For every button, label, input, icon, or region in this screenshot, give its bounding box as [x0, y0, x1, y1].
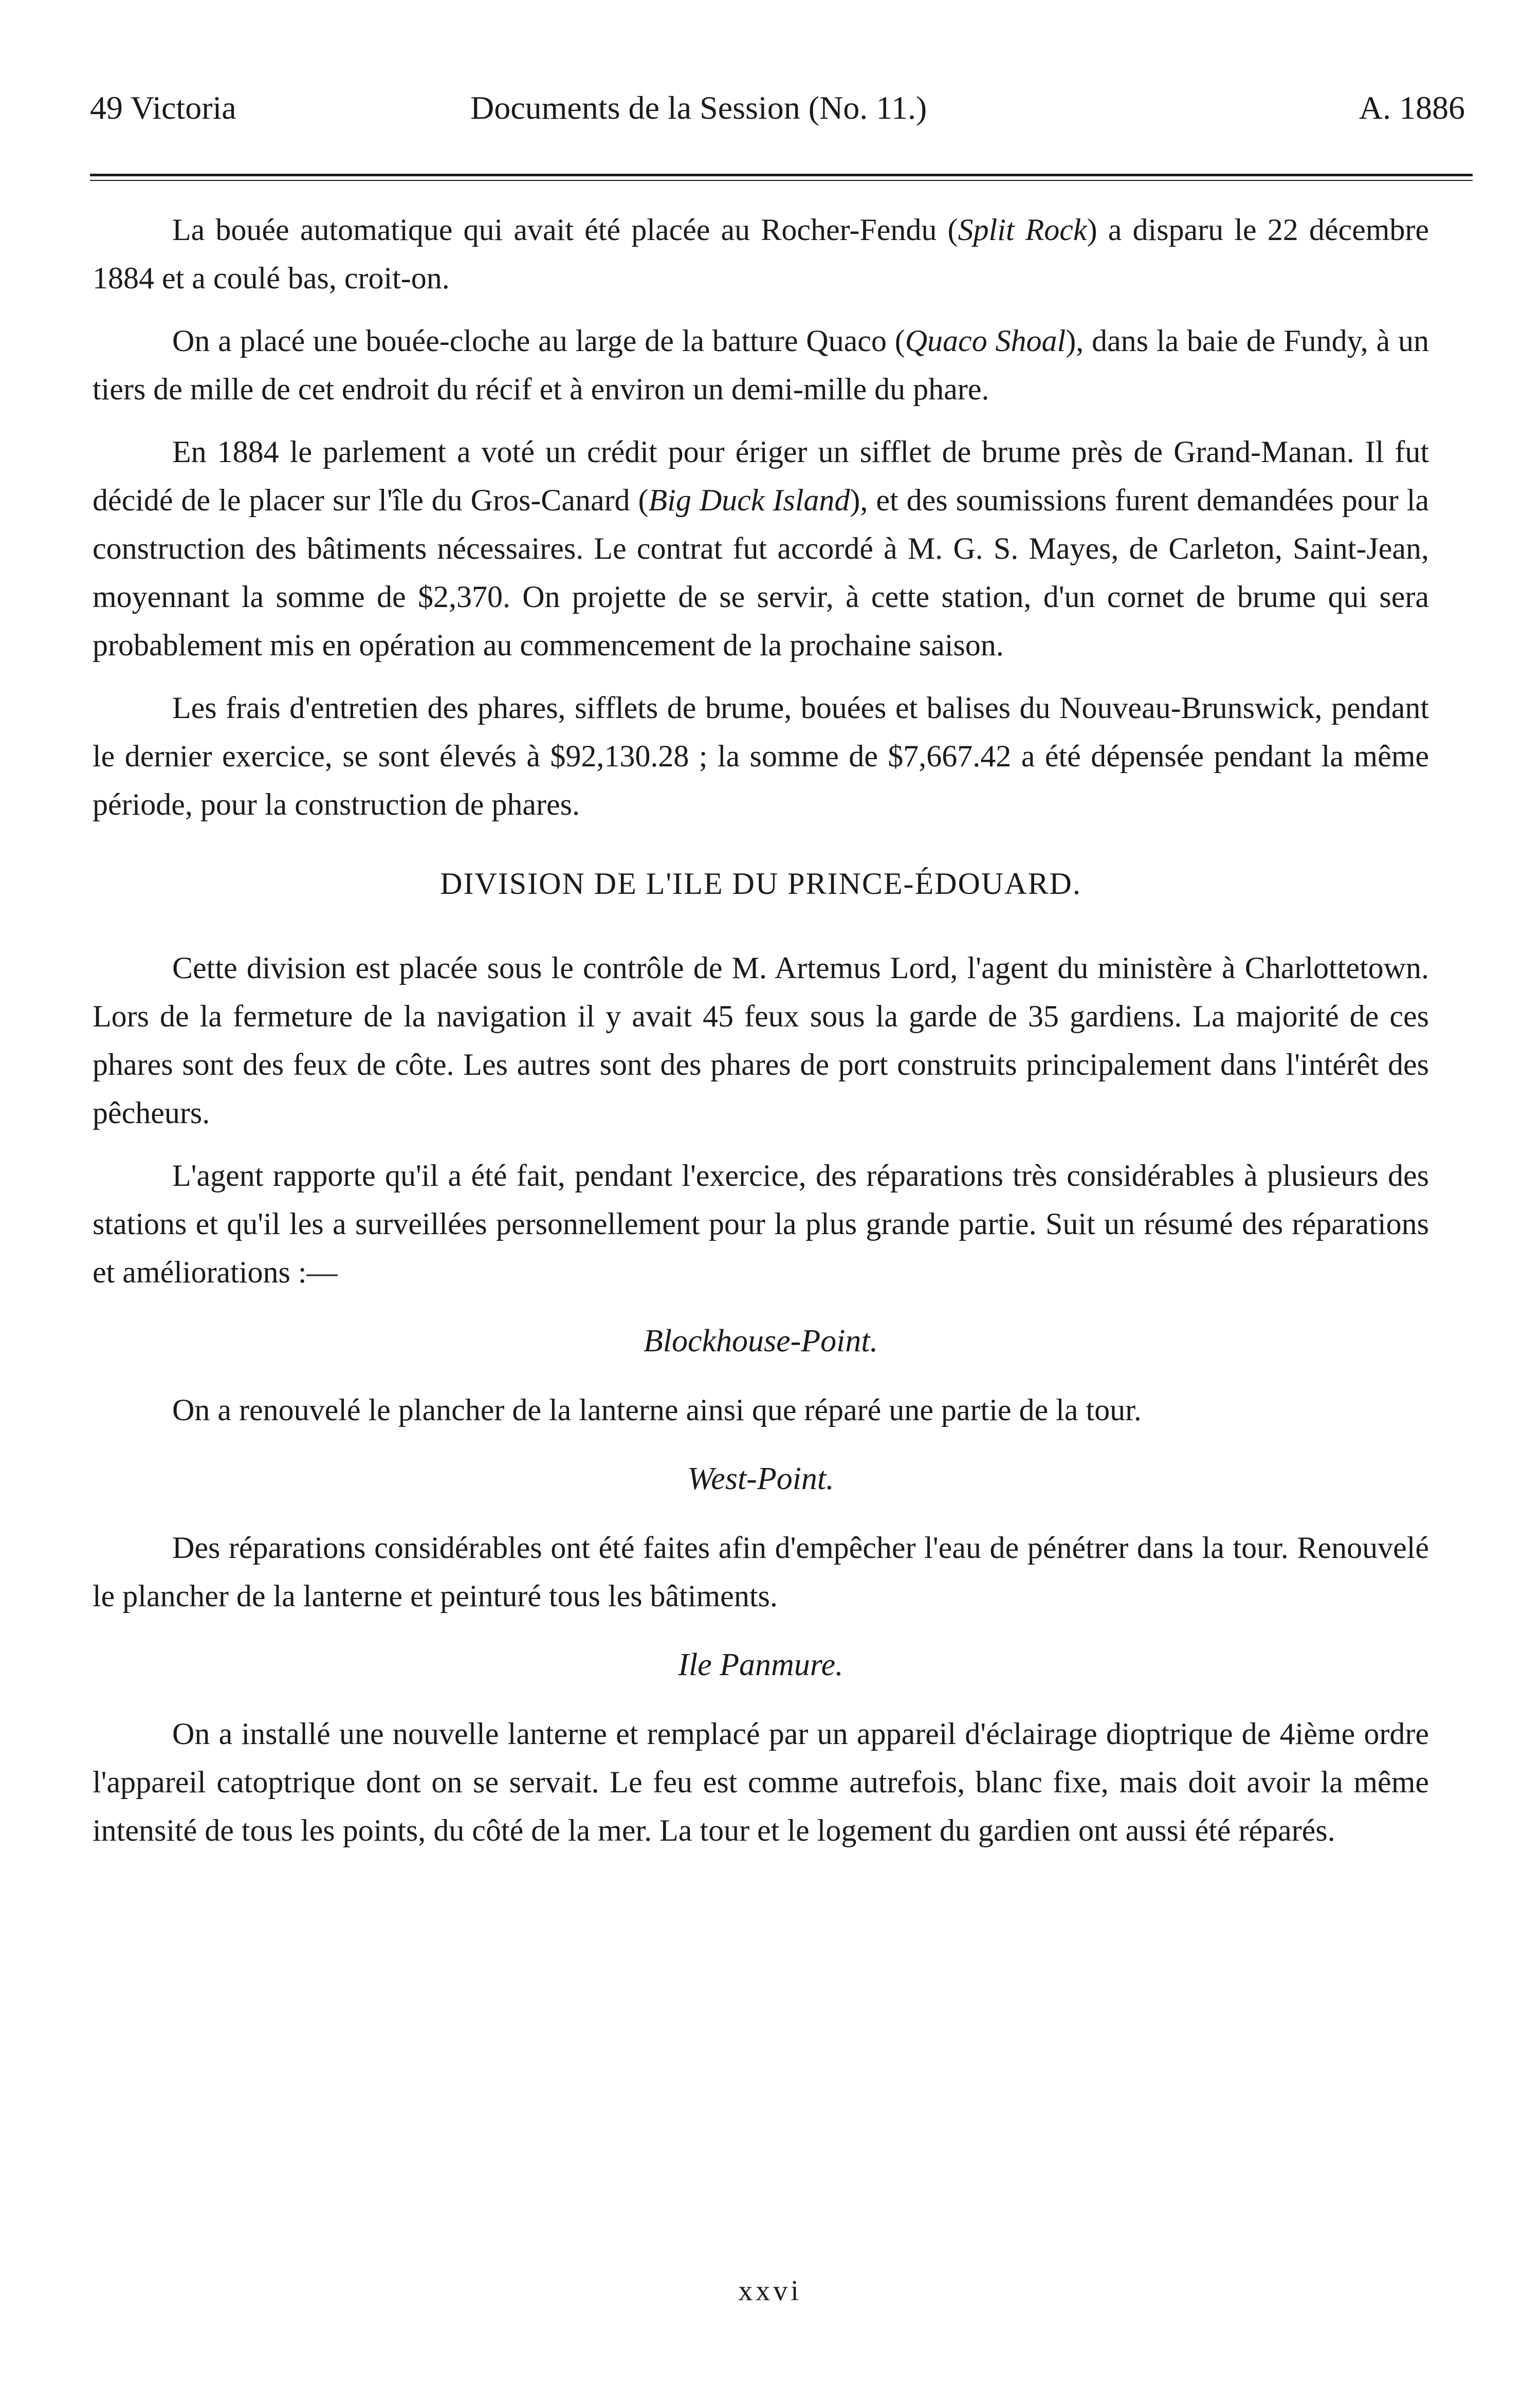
paragraph-expenses: Les frais d'entretien des phares, sifflets de brume, bouées et balises du Nouveau-Brunswick, pendant le dernier exercice, se sont élevés à $92,130.28 ; la somme de $7,667.42 a été dépensée pendant la même période, pour la construction de phares. — [93, 691, 1429, 821]
section-title: DIVISION DE L'ILE DU PRINCE-ÉDOUARD. — [440, 867, 1081, 901]
header-title: Documents de la Session (No. 11.) — [470, 89, 927, 126]
subheading-ile-panmure: Ile Panmure. — [678, 1647, 844, 1682]
header-rule-thin — [90, 180, 1473, 181]
page-number: xxvi — [738, 2275, 802, 2307]
header-rule — [90, 174, 1473, 176]
page-body — [93, 206, 1429, 1869]
paragraph-west-point: Des réparations considérables ont été faites afin d'empêcher l'eau de pénétrer dans la tour. Renouvelé le plancher de la lanterne et peinturé tous les bâtiments. — [93, 1531, 1429, 1613]
paragraph-quaco-shoal — [93, 317, 1429, 413]
italic-name: Split Rock — [958, 213, 1087, 247]
paragraph-text: En 1884 le parlement a voté un crédit pour ériger un sifflet de brume près de Grand-Manan. Il fut décidé de le placer sur l'île du Gros-Canard ( — [93, 435, 1429, 517]
subheading-blockhouse-point: Blockhouse-Point. — [643, 1324, 878, 1359]
paragraph-division: Cette division est placée sous le contrôle de M. Artemus Lord, l'agent du ministère à Charlottetown. Lors de la fermeture de la navigation il y avait 45 feux sous la garde de 35 gardiens. La majorité de ces phares sont des feux de côte. Les autres sont des phares de port construits principalement dans l'intérêt des pêcheurs. — [93, 951, 1429, 1130]
header-volume: 49 Victoria — [90, 89, 236, 126]
paragraph-text: ) a disparu le 22 décembre 1884 et a coulé bas, croit-on. — [93, 213, 1429, 295]
header-year: A. 1886 — [1359, 89, 1465, 126]
paragraph-text: ), dans la baie de Fundy, à un tiers de mille de cet endroit du récif et à environ un demi-mille du phare. — [93, 324, 1429, 406]
italic-name: Big Duck Island — [648, 483, 850, 517]
paragraph-blockhouse-point: On a renouvelé le plancher de la lanterne ainsi que réparé une partie de la tour. — [172, 1393, 1142, 1427]
running-header — [90, 85, 1465, 131]
paragraph-text: ), et des soumissions furent demandées pour la construction des bâtiments nécessaires. Le contrat fut accordé à M. G. S. Mayes, de Carleton, Saint-Jean, moyennant la somme de $2,370. On projette de se servir, à cette station, d'un cornet de brume qui sera probablement mis en opération au commencement de la prochaine saison. — [93, 483, 1429, 662]
paragraph-split-rock — [93, 206, 1429, 302]
paragraph-text: On a placé une bouée-cloche au large de la batture Quaco ( — [172, 324, 905, 358]
paragraph-text: La bouée automatique qui avait été placée au Rocher-Fendu ( — [172, 213, 958, 247]
paragraph-agent-report: L'agent rapporte qu'il a été fait, pendant l'exercice, des réparations très considérables à plusieurs des stations et qu'il les a surveillées personnellement pour la plus grande partie. Suit un résumé des réparations et améliorations :— — [93, 1159, 1429, 1289]
paragraph-ile-panmure: On a installé une nouvelle lanterne et remplacé par un appareil d'éclairage dioptrique de 4ième ordre l'appareil catoptrique dont on se servait. Le feu est comme autrefois, blanc fixe, mais doit avoir la même intensité de tous les points, du côté de la mer. La tour et le logement du gardien ont aussi été réparés. — [93, 1717, 1429, 1847]
italic-name: Quaco Shoal — [905, 324, 1066, 358]
subheading-west-point: West-Point. — [687, 1461, 834, 1496]
paragraph-grand-manan — [93, 428, 1429, 669]
